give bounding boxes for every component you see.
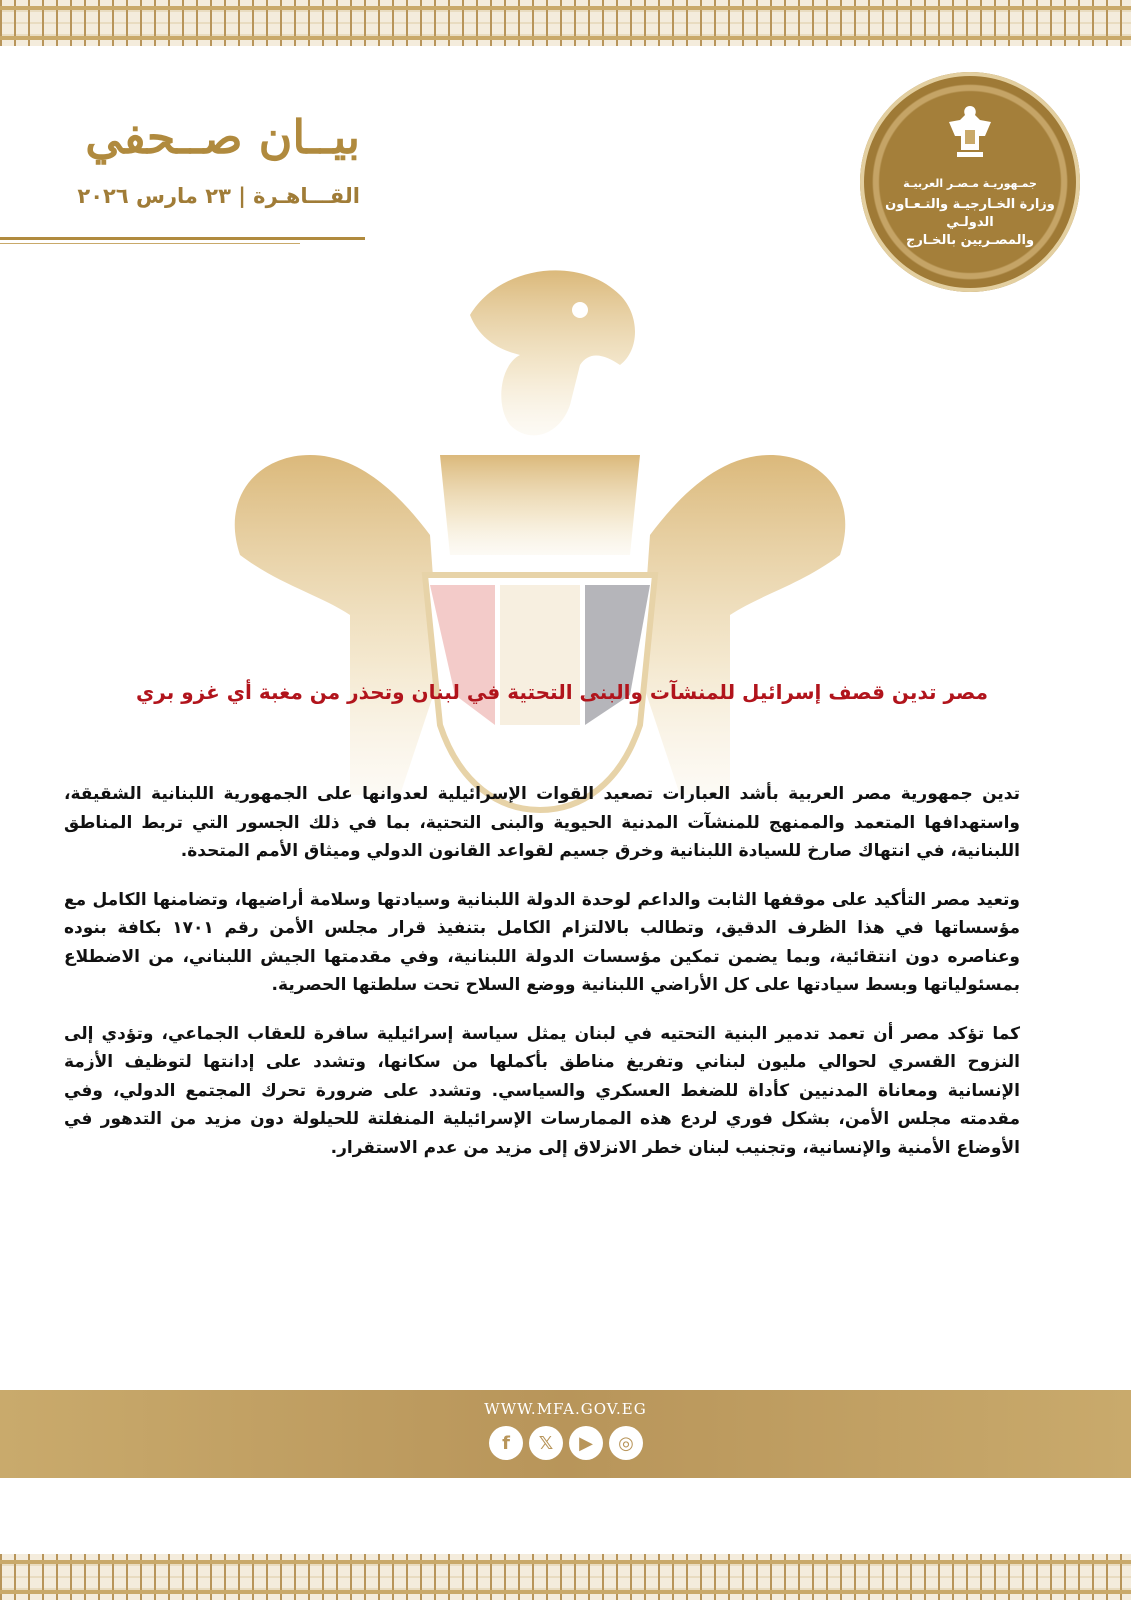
statement-body xyxy=(64,780,1020,1182)
paragraph-2: وتعيد مصر التأكيد على موقفها الثابت والداعم لوحدة الدولة اللبنانية وسيادتها وسلامة أراضيها، وتضامنها الكامل مع مؤسساتها في هذا الظرف الدقيق، وتطالب بالالتزام الكامل بتنفيذ قرار مجلس الأمن رقم ١٧٠١ بكافة بنوده وعناصره دون انتقائية، وبما يضمن تمكين مؤسسات الدولة اللبنانية، وفي مقدمتها الجيش اللبناني، من الاضطلاع بمسئولياتها وبسط سيادتها على كل الأراضي اللبنانية ووضع السلاح تحت سلطتها الحصرية. xyxy=(64,889,1021,995)
eagle-watermark xyxy=(200,255,880,815)
paragraph-3: كما تؤكد مصر أن تعمد تدمير البنية التحتيه في لبنان يمثل سياسة إسرائيلية سافرة للعقاب الجماعي، وتؤدي إلى النزوح القسري لحوالي مليون لبناني وتفريغ مناطق بأكملها من سكانها، وتشدد على إدانتها لتوظيف الأزمة الإنسانية ومعاناة المدنيين كأداة للضغط العسكري والسياسي. وتشدد على ضرورة تحرك المجتمع الدولي، وفي مقدمته مجلس الأمن، بشكل فوري لردع هذه الممارسات الإسرائيلية المنفلتة للحيلولة دون مزيد من التدهور في الأوضاع الأمنية والإنسانية، وتجنيب لبنان خطر الانزلاق إلى مزيد من عدم الاستقرار. xyxy=(64,1023,1020,1158)
footer xyxy=(0,1390,1131,1478)
seal-country-label: جمـهوريـة مـصـر العربيـة xyxy=(903,177,1037,190)
decorative-top-border xyxy=(0,0,1131,46)
egypt-eagle-icon xyxy=(945,102,995,162)
seal-line-3: والمصـريين بالخـارج xyxy=(905,233,1035,248)
seal-ministry-label xyxy=(880,196,1060,250)
ministry-seal xyxy=(860,72,1080,292)
social-links xyxy=(481,1426,651,1462)
website-link[interactable]: WWW.MFA.GOV.EG xyxy=(484,1400,647,1418)
decorative-bottom-border xyxy=(0,1554,1131,1600)
youtube-icon[interactable]: ▶ xyxy=(569,1426,603,1460)
title-divider xyxy=(0,237,365,240)
paragraph-1: تدين جمهورية مصر العربية بأشد العبارات تصعيد القوات الإسرائيلية لعدوانها على الجمهورية اللبنانية الشقيقة، واستهدافها المتعمد والممنهج للمنشآت المدنية الحيوية والبنى التحتية، بما في ذلك الجسور التي تربط المناطق اللبنانية، في انتهاك صارخ للسيادة اللبنانية وخرق جسيم لقواعد القانون الدولي وميثاق الأمم المتحدة. xyxy=(64,784,1020,861)
seal-line-2: وزارة الخـارجيـة والتـعـاون الدولـي xyxy=(885,197,1055,230)
x-icon[interactable]: 𝕏 xyxy=(529,1426,563,1460)
page-title: بيــان صــحفي xyxy=(85,110,360,164)
date-location: القـــاهـرة | ٢٣ مارس ٢٠٢٦ xyxy=(77,184,360,208)
instagram-icon[interactable]: ◎ xyxy=(609,1426,643,1460)
headline: مصر تدين قصف إسرائيل للمنشآت والبنى التحتية في لبنان وتحذر من مغبة أي غزو بري xyxy=(135,680,988,704)
facebook-icon[interactable]: f xyxy=(489,1426,523,1460)
